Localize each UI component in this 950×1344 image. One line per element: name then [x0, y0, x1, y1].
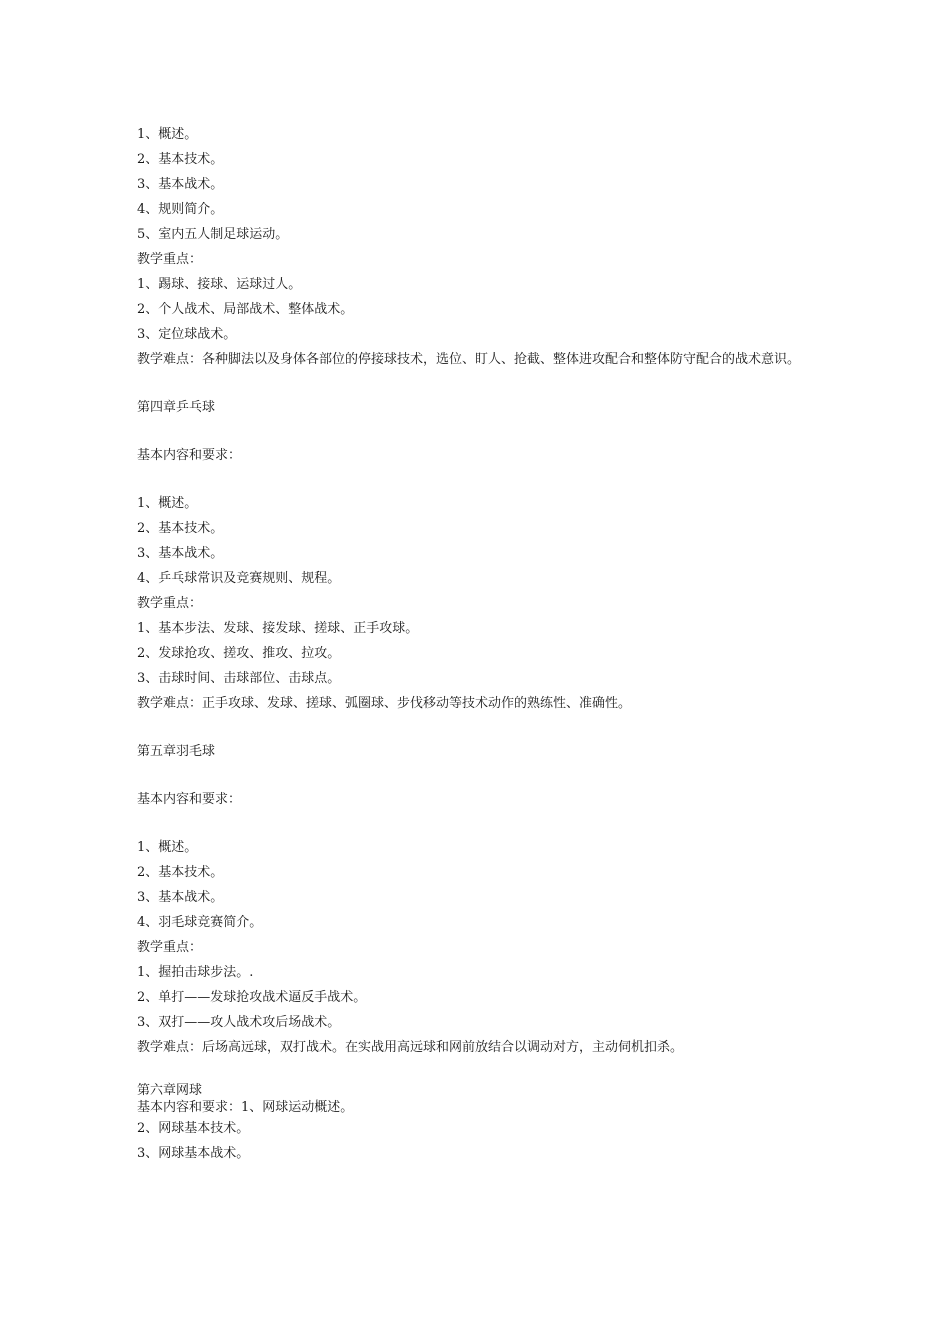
list-item: 1、概述。: [137, 127, 198, 142]
document-page: [137, 122, 817, 1166]
key-points-heading: 教学重点：: [137, 596, 203, 611]
list-item: 3、双打——攻人战术攻后场战术。: [137, 1015, 341, 1030]
content-heading: 基本内容和要求：: [137, 448, 242, 463]
chapter-title: 第五章羽毛球: [137, 744, 216, 759]
list-item: 4、羽毛球竞赛简介。: [137, 915, 263, 930]
list-item: 3、定位球战术。: [137, 327, 237, 342]
chapter-5-items: [137, 835, 817, 1060]
list-item: 4、乒乓球常识及竞赛规则、规程。: [137, 571, 341, 586]
content-heading: 基本内容和要求：1、网球运动概述。: [137, 1100, 354, 1115]
difficulty-paragraph: 教学难点：后场高远球，双打战术。在实战用高远球和网前放结合以调动对方，主动伺机扣杀。: [137, 1040, 684, 1055]
list-item: 2、基本技术。: [137, 521, 224, 536]
list-item: 2、发球抢攻、搓攻、推攻、拉攻。: [137, 646, 341, 661]
section-3-items: [137, 122, 817, 372]
list-item: 3、基本战术。: [137, 890, 224, 905]
list-item: 2、网球基本技术。: [137, 1121, 250, 1136]
list-item: 3、网球基本战术。: [137, 1146, 250, 1161]
chapter-title: 第四章乒乓球: [137, 400, 216, 415]
list-item: 2、基本技术。: [137, 865, 224, 880]
list-item: 3、基本战术。: [137, 177, 224, 192]
list-item: 2、单打——发球抢攻战术逼反手战术。: [137, 990, 367, 1005]
list-item: 1、概述。: [137, 496, 198, 511]
key-points-heading: 教学重点：: [137, 252, 203, 267]
content-heading: 基本内容和要求：: [137, 792, 242, 807]
list-item: 1、基本步法、发球、接发球、搓球、正手攻球。: [137, 621, 419, 636]
list-item: 5、室内五人制足球运动。: [137, 227, 289, 242]
difficulty-paragraph: 教学难点：各种脚法以及身体各部位的停接球技术，选位、盯人、抢截、整体进攻配合和整体防守配合的战术意识。: [137, 352, 801, 367]
list-item: 1、踢球、接球、运球过人。: [137, 277, 302, 292]
list-item: 2、个人战术、局部战术、整体战术。: [137, 302, 354, 317]
list-item: 1、概述。: [137, 840, 198, 855]
list-item: 3、基本战术。: [137, 546, 224, 561]
chapter-4-items: [137, 491, 817, 716]
list-item: 4、规则简介。: [137, 202, 224, 217]
chapter-title: 第六章网球: [137, 1083, 203, 1098]
list-item: 1、握拍击球步法。.: [137, 965, 254, 980]
key-points-heading: 教学重点：: [137, 940, 203, 955]
list-item: 2、基本技术。: [137, 152, 224, 167]
list-item: 3、击球时间、击球部位、击球点。: [137, 671, 341, 686]
difficulty-paragraph: 教学难点：正手攻球、发球、搓球、弧圈球、步伐移动等技术动作的熟练性、准确性。: [137, 696, 632, 711]
